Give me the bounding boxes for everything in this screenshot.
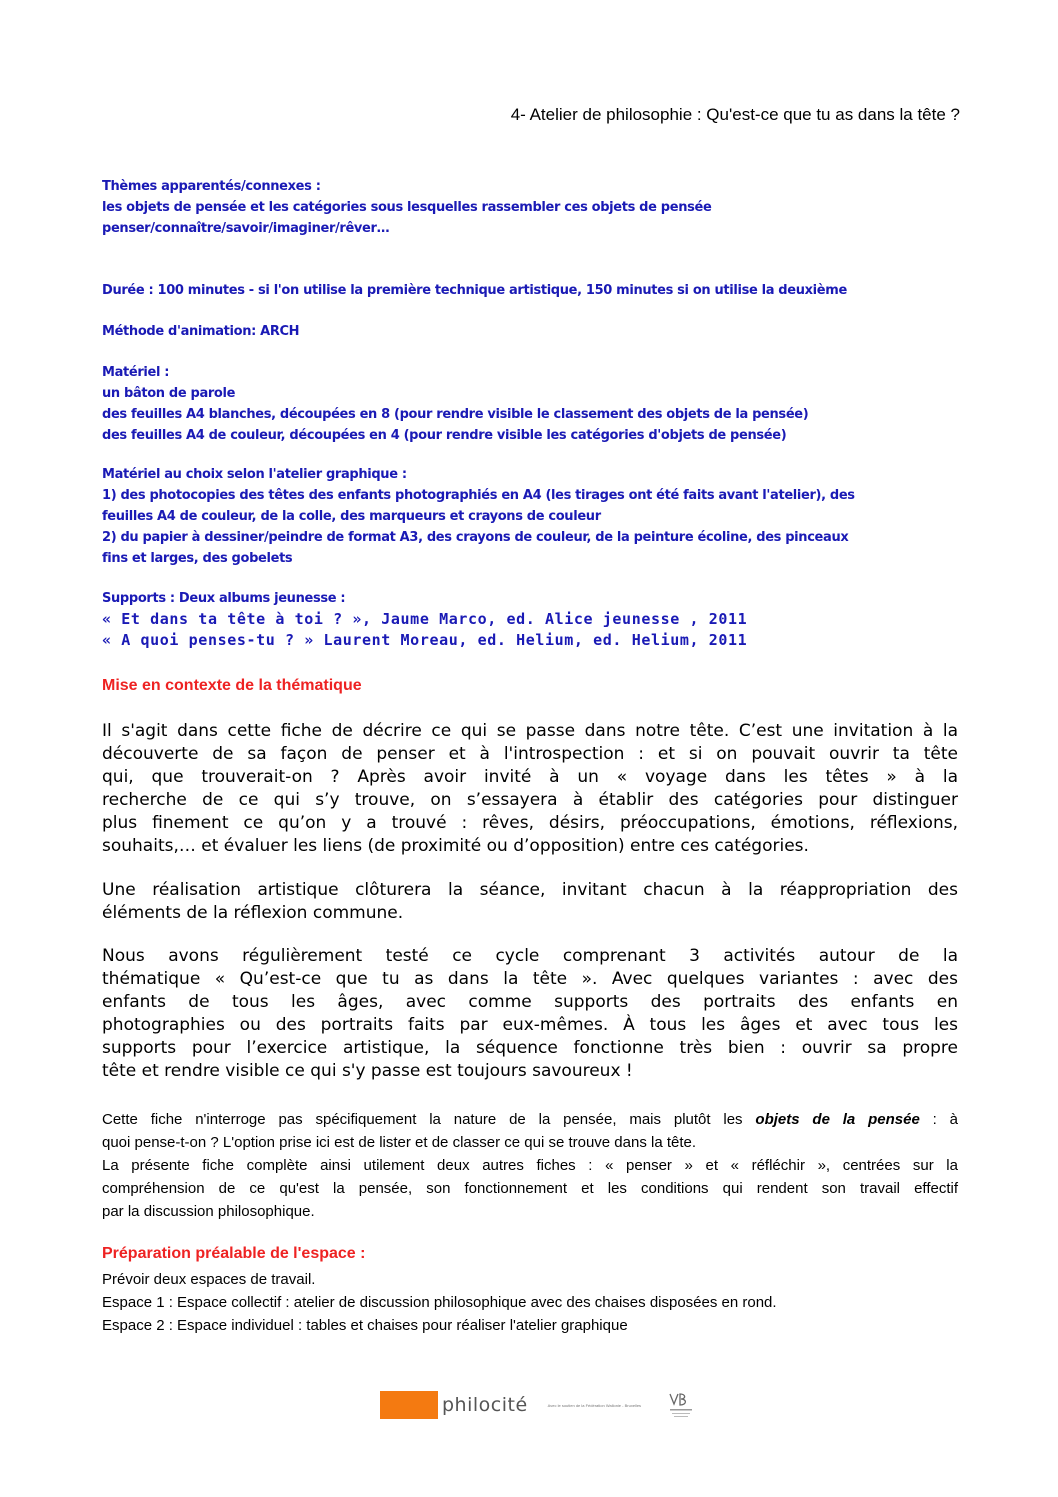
themes-line: penser/connaître/savoir/imaginer/rêver… [102, 221, 390, 236]
p4-start: Cette fiche n'interroge pas spécifiquement la nature de la pensée, mais plutôt les [102, 1111, 756, 1128]
paragraph-line: plus finement ce qu’on y a trouvé : rêves, désirs, préoccupations, émotions, réflexions, [102, 813, 958, 833]
paragraph-line: quoi pense-t-on ? L'option prise ici est de lister et de classer ce qui se trouve dans la tête. [102, 1134, 697, 1151]
paragraph-line: Une réalisation artistique clôturera la séance, invitant chacun à la réappropriation des [102, 880, 958, 900]
paragraph-line: souhaits,… et évaluer les liens (de proximité ou d’opposition) entre ces catégories. [102, 836, 809, 856]
contexte-paragraph-3 [102, 945, 958, 1083]
p4-emphasis: objets de la pensée [755, 1111, 920, 1128]
supports-heading: Supports : Deux albums jeunesse : [102, 591, 346, 606]
preparation-line: Espace 1 : Espace collectif : atelier de discussion philosophique avec des chaises disposées en rond. [102, 1294, 777, 1311]
preparation-section [102, 1268, 958, 1337]
paragraph-line: découverte de sa façon de penser et à l'introspection : et si on pouvait ouvrir ta tête [102, 744, 958, 764]
materiel-line: des feuilles A4 de couleur, découpées en 4 (pour rendre visible les catégories d'objets de pensée) [102, 428, 787, 443]
contexte-paragraph-1 [102, 720, 958, 858]
materiel-line: un bâton de parole [102, 386, 236, 401]
page-title: 4- Atelier de philosophie : Qu'est-ce que tu as dans la tête ? [510, 105, 960, 124]
supports-book: « A quoi penses-tu ? » Laurent Moreau, ed. Helium, ed. Helium, 2011 [102, 631, 748, 649]
paragraph-line: photographies ou des portraits faits par eux-mêmes. À tous les âges et avec tous les [102, 1015, 958, 1035]
preparation-heading: Préparation préalable de l'espace : [102, 1245, 366, 1262]
paragraph-line: thématique « Qu’est-ce que tu as dans la tête ». Avec quelques variantes : avec des [102, 969, 958, 989]
paragraph-line: éléments de la réflexion commune. [102, 903, 404, 923]
materiel-section [102, 362, 960, 446]
paragraph-line: tête et rendre visible ce qui s'y passe est toujours savoureux ! [102, 1061, 633, 1081]
paragraph-line: compréhension de ce qu'est la pensée, son fonctionnement et les conditions qui rendent son travail effectif [102, 1180, 958, 1197]
supports-section [102, 588, 960, 651]
paragraph-line: supports pour l’exercice artistique, la séquence fonctionne très bien : ouvrir sa propre [102, 1038, 958, 1058]
materiel-choix-line: fins et larges, des gobelets [102, 551, 293, 566]
preparation-line: Espace 2 : Espace individuel : tables et chaises pour réaliser l'atelier graphique [102, 1317, 628, 1334]
paragraph-line: recherche de ce qui s’y trouve, on s’essayera à établir des catégories pour distinguer [102, 790, 958, 810]
paragraph-line: La présente fiche complète ainsi utilement deux autres fiches : « penser » et « réfléchir », centrées sur la [102, 1157, 958, 1174]
p4-end: : à [919, 1111, 958, 1128]
paragraph-line: Il s'agit dans cette fiche de décrire ce qui se passe dans notre tête. C’est une invitation à la [102, 721, 958, 741]
materiel-line: des feuilles A4 blanches, découpées en 8 (pour rendre visible le classement des objets de la pensée) [102, 407, 809, 422]
materiel-choix-line: 1) des photocopies des têtes des enfants photographiés en A4 (les tirages ont été faits avant l'atelier), des [102, 488, 855, 503]
preparation-line: Prévoir deux espaces de travail. [102, 1271, 316, 1288]
materiel-heading: Matériel : [102, 365, 170, 380]
federation-seal-icon [664, 1390, 698, 1420]
materiel-choix-section [102, 464, 960, 569]
supports-book: « Et dans ta tête à toi ? », Jaume Marco, ed. Alice jeunesse , 2011 [102, 610, 748, 628]
methode-section [102, 321, 960, 342]
contexte-paragraph-2 [102, 879, 958, 925]
footer [380, 1390, 698, 1420]
philocite-logo-text: philocité [442, 1394, 528, 1416]
materiel-choix-line: 2) du papier à dessiner/peindre de format A3, des crayons de couleur, de la peinture écoline, des pinceaux [102, 530, 849, 545]
paragraph-line: par la discussion philosophique. [102, 1203, 315, 1220]
duree-text: Durée : 100 minutes - si l'on utilise la première technique artistique, 150 minutes si on utilise la deuxième [102, 283, 847, 298]
methode-text: Méthode d'animation: ARCH [102, 324, 300, 339]
paragraph-line: Nous avons régulièrement testé ce cycle comprenant 3 activités autour de la [102, 946, 958, 966]
materiel-choix-line: feuilles A4 de couleur, de la colle, des marqueurs et crayons de couleur [102, 509, 601, 524]
themes-section [102, 176, 960, 239]
duree-section [102, 280, 960, 301]
materiel-choix-heading: Matériel au choix selon l'atelier graphique : [102, 467, 407, 482]
philocite-logo-block [380, 1391, 438, 1419]
paragraph-line: qui, que trouverait-on ? Après avoir invité à un « voyage dans les têtes » à la [102, 767, 958, 787]
paragraph-line: enfants de tous les âges, avec comme supports des portraits des enfants en [102, 992, 958, 1012]
footer-fine-print: Avec le soutien de la Fédération Wallonie - Bruxelles [547, 1402, 642, 1408]
themes-heading: Thèmes apparentés/connexes : [102, 179, 321, 194]
themes-line: les objets de pensée et les catégories sous lesquelles rassembler ces objets de pensée [102, 200, 712, 215]
contexte-heading: Mise en contexte de la thématique [102, 677, 362, 694]
contexte-paragraph-4 [102, 1108, 958, 1223]
paragraph-line [102, 1108, 958, 1131]
